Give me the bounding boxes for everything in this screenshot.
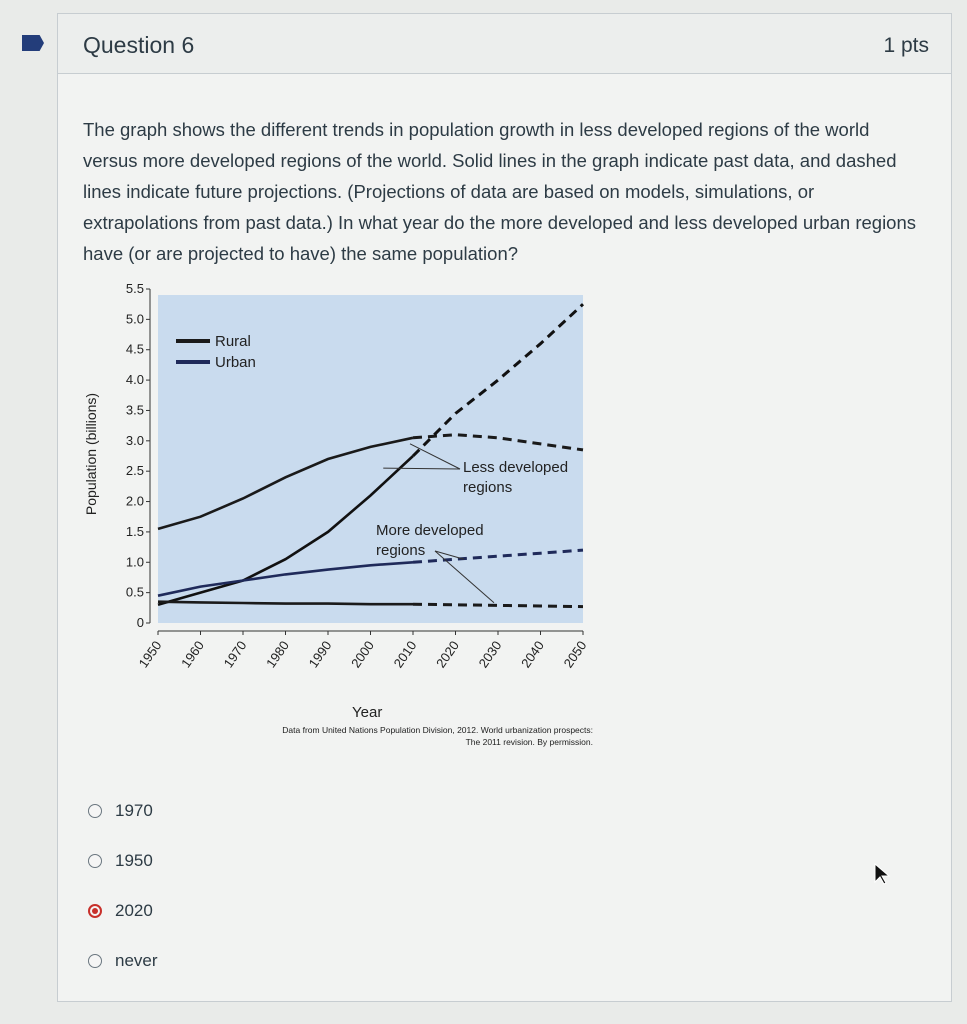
answer-option-2[interactable] xyxy=(88,886,158,936)
annotation-less-developed-2: regions xyxy=(463,479,513,496)
answer-option-3[interactable] xyxy=(88,936,158,986)
answer-label-0: 1970 xyxy=(115,801,153,820)
answer-label-3: never xyxy=(115,951,158,970)
mouse-cursor-icon xyxy=(873,862,891,886)
y-tick-label-7: 3.5 xyxy=(125,402,144,418)
y-tick-label-11: 5.5 xyxy=(125,281,144,296)
annotation-more-developed-1: More developed xyxy=(376,522,484,539)
y-tick-label-1: 0.5 xyxy=(125,584,144,600)
legend-label-1: Urban xyxy=(215,354,256,371)
answer-label-1: 1950 xyxy=(115,851,153,870)
answer-option-1[interactable] xyxy=(88,836,158,886)
x-tick-label-2: 1970 xyxy=(220,638,250,671)
radio-2[interactable] xyxy=(88,904,102,918)
y-tick-label-10: 5.0 xyxy=(125,311,144,327)
y-axis-label: Population (billions) xyxy=(83,392,99,516)
question-flag-icon[interactable] xyxy=(22,35,44,51)
x-tick-label-9: 2040 xyxy=(518,638,547,671)
y-tick-label-2: 1.0 xyxy=(125,554,144,570)
answer-label-2: 2020 xyxy=(115,901,153,920)
source-note-1: Data from United Nations Population Division, 2012. World urbanization prospects: xyxy=(282,725,593,735)
y-tick-label-9: 4.5 xyxy=(125,341,144,357)
question-card xyxy=(57,13,952,1002)
x-tick-label-6: 2010 xyxy=(390,638,420,671)
answer-options xyxy=(88,786,158,986)
y-tick-label-3: 1.5 xyxy=(125,523,144,539)
source-note-2: The 2011 revision. By permission. xyxy=(465,737,593,747)
question-text: The graph shows the different trends in population growth in less developed regions of the world versus more developed regions of the world. Solid lines in the graph indicate past data, and dashed lines indicate future projections. (Projections of data are based on models, simulations, or extrapolations from past data.) In what year do the more developed and less developed urban regions have (or are projected to have) the same population? xyxy=(83,119,917,264)
y-tick-label-5: 2.5 xyxy=(125,463,144,479)
question-header xyxy=(58,14,951,74)
y-tick-label-0: 0 xyxy=(136,615,144,630)
y-tick-label-6: 3.0 xyxy=(125,432,144,448)
x-tick-label-1: 1960 xyxy=(178,638,207,671)
x-tick-label-5: 2000 xyxy=(348,638,377,671)
answer-option-0[interactable] xyxy=(88,786,158,836)
x-axis-label: Year xyxy=(352,704,383,721)
legend-label-0: Rural xyxy=(215,333,251,350)
annotation-more-developed-2: regions xyxy=(376,542,426,559)
x-tick-label-0: 1950 xyxy=(135,638,165,671)
chart-svg xyxy=(78,279,638,749)
radio-3[interactable] xyxy=(88,954,102,968)
x-tick-label-3: 1980 xyxy=(263,638,292,671)
annotation-less-developed-1: Less developed xyxy=(463,459,569,476)
x-tick-label-8: 2030 xyxy=(475,638,505,671)
radio-1[interactable] xyxy=(88,854,102,868)
question-title: Question 6 xyxy=(83,32,195,58)
x-tick-label-7: 2020 xyxy=(433,638,462,671)
y-tick-label-4: 2.0 xyxy=(125,493,144,509)
x-tick-label-10: 2050 xyxy=(560,638,590,671)
radio-0[interactable] xyxy=(88,804,102,818)
y-tick-label-8: 4.0 xyxy=(125,372,144,388)
x-tick-label-4: 1990 xyxy=(305,638,335,671)
question-points: 1 pts xyxy=(883,34,929,57)
population-chart xyxy=(78,279,638,749)
